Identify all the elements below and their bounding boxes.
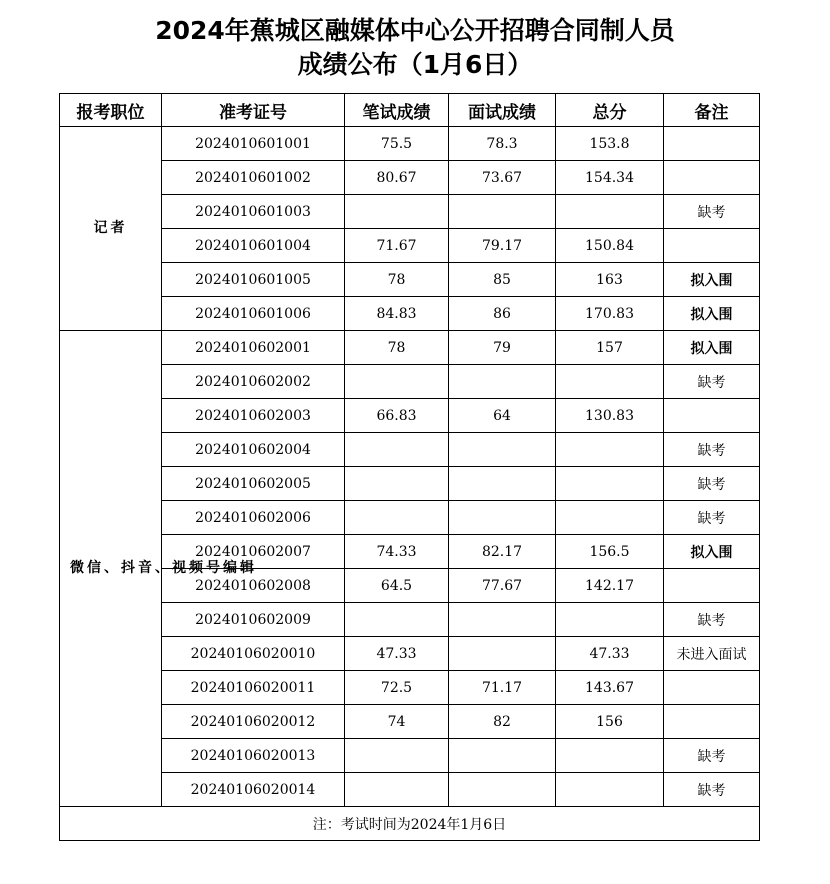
position-cell: 微信、抖音、视频号编辑 [60,331,162,807]
interview-score-cell: 64 [449,399,556,433]
exam-id-cell: 2024010602009 [162,603,345,637]
exam-id-cell: 2024010601006 [162,297,345,331]
written-score-cell: 74 [345,705,449,739]
total-score-cell: 150.84 [556,229,664,263]
total-score-cell [556,739,664,773]
footnote-row [60,807,760,841]
total-score-cell [556,501,664,535]
table-header-row [60,94,760,127]
interview-score-cell [449,637,556,671]
exam-id-cell: 2024010602003 [162,399,345,433]
note-cell [664,127,760,161]
document-title: 2024年蕉城区融媒体中心公开招聘合同制人员 [155,16,675,45]
total-score-cell [556,433,664,467]
exam-id-cell: 2024010602004 [162,433,345,467]
table-row [60,433,760,467]
total-score-cell [556,365,664,399]
note-cell: 拟入围 [664,535,760,569]
table-row [60,229,760,263]
interview-score-cell: 86 [449,297,556,331]
table-row [60,637,760,671]
exam-id-cell: 2024010602008 [162,569,345,603]
header-note: 备注 [664,94,760,127]
written-score-cell: 64.5 [345,569,449,603]
total-score-cell [556,773,664,807]
interview-score-cell [449,501,556,535]
exam-id-cell: 2024010602007 [162,535,345,569]
total-score-cell: 170.83 [556,297,664,331]
total-score-cell: 156.5 [556,535,664,569]
interview-score-cell [449,773,556,807]
total-score-cell: 47.33 [556,637,664,671]
total-score-cell: 157 [556,331,664,365]
written-score-cell [345,739,449,773]
written-score-cell [345,603,449,637]
table-row [60,773,760,807]
table-row [60,705,760,739]
exam-id-cell: 2024010601002 [162,161,345,195]
total-score-cell [556,195,664,229]
exam-id-cell: 20240106020011 [162,671,345,705]
document-subtitle: 成绩公布（1月6日） [297,50,533,79]
interview-score-cell: 71.17 [449,671,556,705]
written-score-cell [345,501,449,535]
written-score-cell [345,365,449,399]
total-score-cell: 153.8 [556,127,664,161]
written-score-cell [345,433,449,467]
table-row [60,467,760,501]
position-cell: 记者 [60,127,162,331]
table-row [60,195,760,229]
table-row [60,127,760,161]
interview-score-cell [449,467,556,501]
header-exam-id: 准考证号 [162,94,345,127]
written-score-cell: 66.83 [345,399,449,433]
exam-id-cell: 20240106020010 [162,637,345,671]
exam-id-cell: 2024010601003 [162,195,345,229]
written-score-cell: 84.83 [345,297,449,331]
note-cell: 缺考 [664,365,760,399]
table-row [60,365,760,399]
total-score-cell: 143.67 [556,671,664,705]
footnote: 注：考试时间为2024年1月6日 [60,807,760,841]
interview-score-cell [449,739,556,773]
note-cell: 缺考 [664,433,760,467]
exam-id-cell: 2024010602002 [162,365,345,399]
written-score-cell [345,773,449,807]
note-cell [664,705,760,739]
table-row [60,603,760,637]
interview-score-cell: 79 [449,331,556,365]
total-score-cell [556,603,664,637]
table-row [60,161,760,195]
interview-score-cell [449,603,556,637]
interview-score-cell: 82 [449,705,556,739]
table-row [60,739,760,773]
interview-score-cell: 73.67 [449,161,556,195]
written-score-cell [345,467,449,501]
note-cell [664,671,760,705]
interview-score-cell: 79.17 [449,229,556,263]
table-row [60,501,760,535]
table-row [60,671,760,705]
total-score-cell: 130.83 [556,399,664,433]
note-cell: 拟入围 [664,331,760,365]
note-cell [664,161,760,195]
table-row [60,399,760,433]
interview-score-cell: 85 [449,263,556,297]
note-cell: 缺考 [664,195,760,229]
interview-score-cell [449,365,556,399]
written-score-cell: 75.5 [345,127,449,161]
note-cell: 缺考 [664,739,760,773]
exam-id-cell: 20240106020013 [162,739,345,773]
header-total-score: 总分 [556,94,664,127]
note-cell [664,569,760,603]
total-score-cell: 163 [556,263,664,297]
score-table [59,93,760,841]
table-row [60,297,760,331]
exam-id-cell: 2024010601001 [162,127,345,161]
note-cell: 缺考 [664,773,760,807]
header-position: 报考职位 [60,94,162,127]
interview-score-cell: 82.17 [449,535,556,569]
interview-score-cell [449,195,556,229]
exam-id-cell: 2024010602005 [162,467,345,501]
interview-score-cell: 77.67 [449,569,556,603]
exam-id-cell: 2024010602006 [162,501,345,535]
note-cell: 缺考 [664,467,760,501]
interview-score-cell: 78.3 [449,127,556,161]
interview-score-cell [449,433,556,467]
written-score-cell: 47.33 [345,637,449,671]
note-cell [664,399,760,433]
note-cell: 未进入面试 [664,637,760,671]
written-score-cell: 74.33 [345,535,449,569]
total-score-cell: 156 [556,705,664,739]
total-score-cell [556,467,664,501]
total-score-cell: 154.34 [556,161,664,195]
written-score-cell: 71.67 [345,229,449,263]
note-cell: 缺考 [664,501,760,535]
written-score-cell [345,195,449,229]
exam-id-cell: 20240106020014 [162,773,345,807]
written-score-cell: 72.5 [345,671,449,705]
total-score-cell: 142.17 [556,569,664,603]
note-cell [664,229,760,263]
exam-id-cell: 2024010602001 [162,331,345,365]
note-cell: 缺考 [664,603,760,637]
written-score-cell: 78 [345,331,449,365]
written-score-cell: 80.67 [345,161,449,195]
note-cell: 拟入围 [664,263,760,297]
table-row [60,331,760,365]
header-interview-score: 面试成绩 [449,94,556,127]
header-written-score: 笔试成绩 [345,94,449,127]
exam-id-cell: 20240106020012 [162,705,345,739]
note-cell: 拟入围 [664,297,760,331]
exam-id-cell: 2024010601004 [162,229,345,263]
exam-id-cell: 2024010601005 [162,263,345,297]
written-score-cell: 78 [345,263,449,297]
table-row [60,263,760,297]
